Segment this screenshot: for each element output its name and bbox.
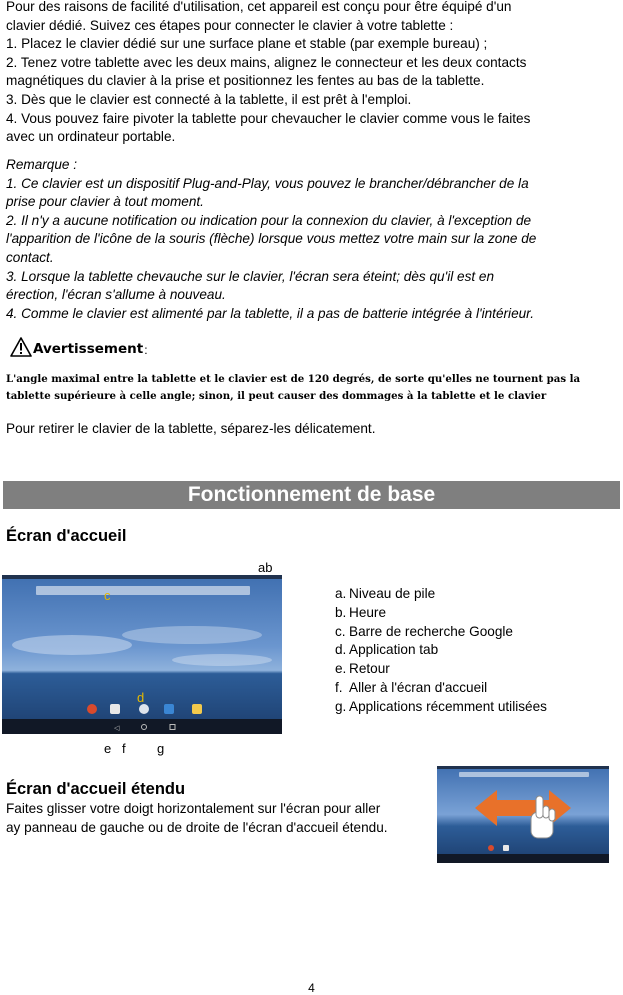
extended-screen-graphic xyxy=(437,766,609,863)
warning-title: Avertissement xyxy=(33,341,144,357)
removal-text: Pour retirer le clavier de la tablette, séparez-les délicatement. xyxy=(6,421,376,436)
warning-line: L'angle maximal entre la tablette et le clavier est de 120 degrés, de sorte qu'elles ne tournent pas la xyxy=(6,373,581,385)
home-legend xyxy=(335,585,615,717)
warning-icon xyxy=(10,337,32,357)
legend-item: d. Application tab xyxy=(335,642,439,658)
warning-colon: : xyxy=(144,343,148,357)
remark-paragraph xyxy=(6,156,618,323)
remark-line: 3. Lorsque la tablette chevauche sur le clavier, l'écran sera éteint; dès qu'il est en xyxy=(6,268,495,284)
intro-line: 4. Vous pouvez faire pivoter la tablette pour chevaucher le clavier comme vous le faites xyxy=(6,110,531,126)
remark-line: 1. Ce clavier est un dispositif Plug-and-Play, vous pouvez le brancher/débrancher de la xyxy=(6,175,529,191)
page-number: 4 xyxy=(308,981,315,995)
legend-item: e. Retour xyxy=(335,661,390,677)
intro-line: 1. Placez le clavier dédié sur une surface plane et stable (par exemple bureau) ; xyxy=(6,36,488,52)
warning-text xyxy=(6,371,618,405)
intro-line: 3. Dès que le clavier est connecté à la tablette, il est prêt à l'emploi. xyxy=(6,91,412,107)
intro-line: avec un ordinateur portable. xyxy=(6,129,176,145)
home-heading: Écran d'accueil xyxy=(6,527,127,545)
label-c: c xyxy=(104,588,111,603)
remark-line: érection, l'écran s'allume à nouveau. xyxy=(6,287,226,303)
remark-line: l'apparition de l'icône de la souris (flèche) lorsque vous mettez votre main sur la zone de xyxy=(6,231,537,247)
legend-item: c. Barre de recherche Google xyxy=(335,623,513,639)
extended-text xyxy=(6,800,426,837)
label-f: f xyxy=(122,741,126,756)
svg-text:◁: ◁ xyxy=(114,724,120,732)
remark-line: contact. xyxy=(6,249,54,265)
intro-line: magnétiques du clavier à la prise et positionnez les fentes au bas de la tablette. xyxy=(6,73,485,89)
label-g: g xyxy=(157,741,165,756)
extended-line: Faites glisser votre doigt horizontalement sur l'écran pour aller xyxy=(6,801,381,816)
intro-line: 2. Tenez votre tablette avec les deux mains, alignez le connecteur et les deux contacts xyxy=(6,54,527,70)
home-screen-graphic xyxy=(2,575,282,734)
remark-line: prise pour clavier à tout moment. xyxy=(6,194,204,210)
remark-heading: Remarque : xyxy=(6,157,78,172)
label-e: e xyxy=(104,741,112,756)
remark-line: 4. Comme le clavier est alimenté par la tablette, il a pas de batterie intégrée à l'intérieur. xyxy=(6,305,534,321)
label-d: d xyxy=(137,690,145,705)
label-ab: ab xyxy=(258,560,273,575)
legend-item: f. Aller à l'écran d'accueil xyxy=(335,679,488,695)
extended-heading: Écran d'accueil étendu xyxy=(6,780,186,798)
legend-item: a. Niveau de pile xyxy=(335,586,436,601)
warning-heading xyxy=(10,333,148,357)
remark-line: 2. Il n'y a aucune notification ou indication pour la connexion du clavier, à l'exception de xyxy=(6,212,532,228)
intro-line: clavier dédié. Suivez ces étapes pour connecter le clavier à votre tablette : xyxy=(6,17,454,33)
legend-item: b. Heure xyxy=(335,604,387,620)
home-screenshot xyxy=(2,575,282,734)
legend-item: g. Applications récemment utilisées xyxy=(335,698,547,714)
extended-screenshot xyxy=(437,766,609,863)
section-banner: Fonctionnement de base xyxy=(3,481,620,509)
intro-line: Pour des raisons de facilité d'utilisation, cet appareil est conçu pour être équipé d'un xyxy=(6,0,512,14)
intro-paragraph xyxy=(6,0,618,147)
warning-line: tablette supérieure à celle angle; sinon, il peut causer des dommages à la tablette et le clavier xyxy=(6,390,547,403)
extended-line: ay panneau de gauche ou de droite de l'écran d'accueil étendu. xyxy=(6,819,388,835)
